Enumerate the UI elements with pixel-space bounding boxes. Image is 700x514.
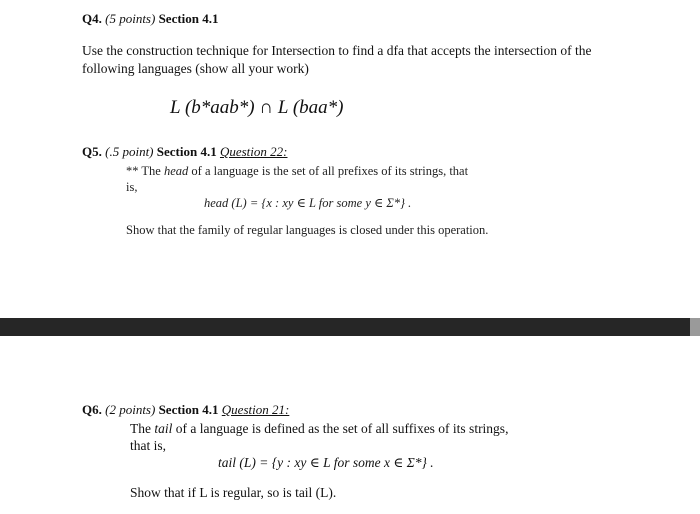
q6-tail-term: tail — [154, 421, 173, 436]
q5-heading — [82, 144, 288, 160]
q5-label: Q5. — [82, 144, 102, 159]
q4-section: Section 4.1 — [158, 11, 219, 26]
q4-heading — [82, 11, 219, 27]
q5-question-ref: Question 22: — [219, 144, 288, 159]
q6-section: Section 4.1 — [158, 402, 219, 417]
q6-line1-suffix: of a language is defined as the set of all suffixes of its strings, — [172, 421, 509, 436]
q4-formula: L (b*aab*) ∩ L (baa*) — [170, 97, 344, 118]
q4-text-line2: following languages (show all your work) — [82, 61, 309, 76]
q6-text-line1 — [130, 421, 508, 437]
q5-points: (.5 point) — [105, 144, 154, 159]
q6-definition: tail (L) = {y : xy ∈ L for some x ∈ Σ*} . — [218, 455, 434, 470]
q6-line1-prefix: The — [130, 421, 155, 436]
screen-divider-bar — [0, 318, 690, 336]
q6-task: Show that if L is regular, so is tail (L). — [130, 485, 337, 500]
q6-heading — [82, 402, 289, 418]
q6-question-ref: Question 21: — [221, 402, 290, 417]
q6-text-line2: that is, — [130, 438, 166, 453]
q4-text-line1: Use the construction technique for Intersection to find a dfa that accepts the intersection of the — [82, 43, 592, 58]
screen-divider-end — [690, 318, 700, 336]
q5-task: Show that the family of regular languages is closed under this operation. — [126, 223, 489, 237]
q5-line1-prefix: ** The — [126, 164, 164, 178]
q5-line1-suffix: of a language is the set of all prefixes of its strings, that — [188, 164, 469, 178]
q5-head-term: head — [163, 164, 189, 178]
q6-label: Q6. — [82, 402, 102, 417]
q6-points: (2 points) — [105, 402, 156, 417]
q5-text-line2: is, — [126, 180, 138, 194]
q4-label: Q4. — [82, 11, 102, 26]
q5-section: Section 4.1 — [156, 144, 217, 159]
q4-points: (5 points) — [105, 11, 156, 26]
q5-definition: head (L) = {x : xy ∈ L for some y ∈ Σ*} . — [204, 196, 412, 210]
q5-text-line1 — [126, 164, 468, 179]
